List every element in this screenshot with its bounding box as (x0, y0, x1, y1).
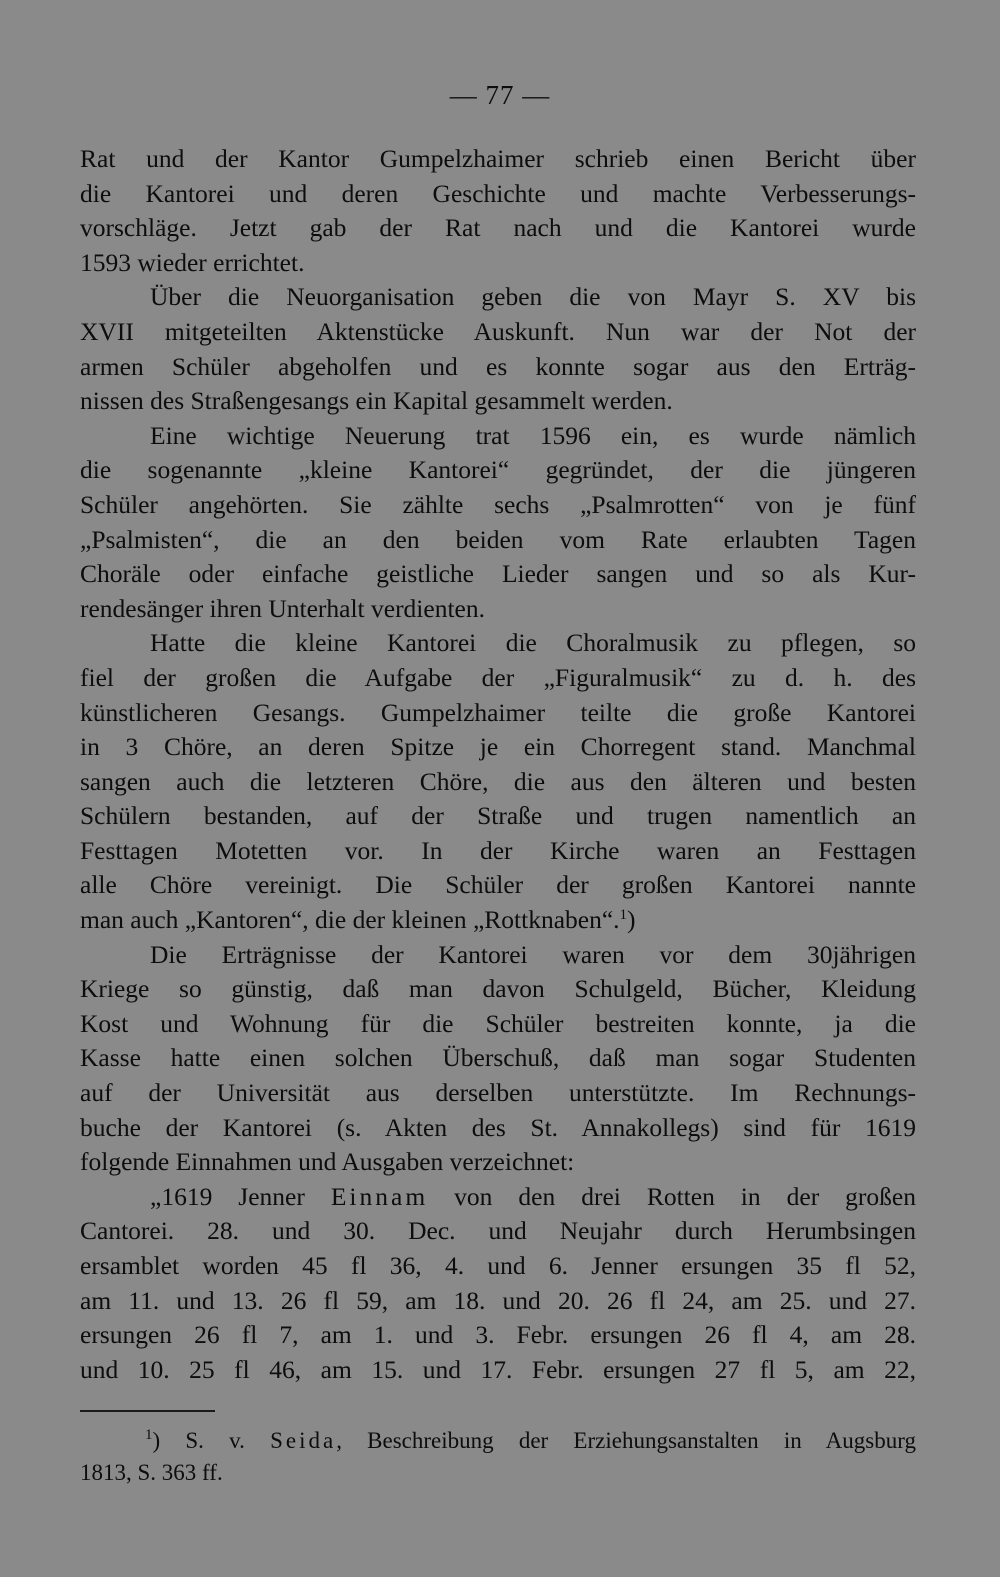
text-line: Choräle oder einfache geistliche Lieder sangen und so als Kur- (80, 559, 916, 589)
text-line: Schüler angehörten. Sie zählte sechs „Psalmrotten“ von je fünf (80, 489, 916, 519)
footnote-author: Seida (270, 1428, 337, 1453)
text-line: und 10. 25 fl 46, am 15. und 17. Febr. ersungen 27 fl 5, am 22, (80, 1354, 916, 1384)
footnote-reference: 1 (619, 907, 628, 924)
page-number: — 77 — (449, 80, 551, 110)
footnote-text: , Beschreibung der Erziehungsanstalten in Augsburg (336, 1428, 916, 1453)
text-line: am 11. und 13. 26 fl 59, am 18. und 20. 26 fl 24, am 25. und 27. (80, 1285, 916, 1315)
main-text (80, 142, 916, 1387)
text-line: rendesänger ihren Unterhalt verdienten. (80, 593, 485, 623)
text-line-content: man auch „Kantoren“, die der kleinen „Rottknaben“. (80, 905, 620, 935)
text-line: alle Chöre vereinigt. Die Schüler der großen Kantorei nannte (80, 870, 916, 900)
text-line-with-footnote-ref (80, 903, 916, 938)
text-line: 1593 wieder errichtet. (80, 247, 305, 277)
footnote-marker: 1 (145, 1427, 153, 1443)
text-line: die sogenannte „kleine Kantorei“ gegründet, der die jüngeren (80, 455, 916, 485)
text-line: die Kantorei und deren Geschichte und machte Verbesserungs- (80, 178, 916, 208)
text-line: nissen des Straßengesangs ein Kapital gesammelt werden. (80, 386, 673, 416)
footnote-marker-paren: ) (152, 1428, 161, 1453)
text-line: buche der Kantorei (s. Akten des St. Annakollegs) sind für 1619 (80, 1112, 916, 1142)
text-line: armen Schüler abgeholfen und es konnte sogar aus den Erträg- (80, 351, 916, 381)
text-line: XVII mitgeteilten Aktenstücke Auskunft. Nun war der Not der (80, 316, 916, 346)
spaced-word: Einnam (330, 1181, 429, 1211)
text-line: Festtagen Motetten vor. In der Kirche waren an Festtagen (80, 835, 916, 865)
footnote-line: 1813, S. 363 ff. (80, 1460, 223, 1485)
text-line: Schülern bestanden, auf der Straße und trugen namentlich an (80, 801, 916, 831)
text-line: Kasse hatte einen solchen Überschuß, daß man sogar Studenten (80, 1043, 916, 1073)
text-line: folgende Einnahmen und Ausgaben verzeichnet: (80, 1147, 575, 1177)
footnotes (80, 1425, 916, 1489)
text-line: in 3 Chöre, an deren Spitze je ein Chorregent stand. Manchmal (80, 732, 916, 762)
text-line: Kost und Wohnung für die Schüler bestreiten konnte, ja die (80, 1008, 916, 1038)
footnote-divider (80, 1410, 215, 1412)
text-line-quote-start (80, 1180, 916, 1215)
text-line: auf der Universität aus derselben unterstützte. Im Rechnungs- (80, 1078, 916, 1108)
text-line: Über die Neuorganisation geben die von Mayr S. XV bis (150, 282, 916, 312)
text-line: vorschläge. Jetzt gab der Rat nach und die Kantorei wurde (80, 213, 916, 243)
footnote-line (80, 1425, 916, 1457)
text-line: künstlicheren Gesangs. Gumpelzhaimer teilte die große Kantorei (80, 697, 916, 727)
text-line: Eine wichtige Neuerung trat 1596 ein, es wurde nämlich (150, 420, 916, 450)
text-line: ersamblet worden 45 fl 36, 4. und 6. Jenner ersungen 35 fl 52, (80, 1251, 916, 1280)
text-line: „Psalmisten“, die an den beiden vom Rate erlaubten Tagen (80, 524, 916, 554)
text-segment: von den drei Rotten in der großen (428, 1181, 916, 1211)
text-line: sangen auch die letzteren Chöre, die aus den älteren und besten (80, 766, 916, 796)
text-line: Rat und der Kantor Gumpelzhaimer schrieb einen Bericht über (80, 144, 916, 173)
text-line: fiel der großen die Aufgabe der „Figuralmusik“ zu d. h. des (80, 662, 916, 692)
text-line: ersungen 26 fl 7, am 1. und 3. Febr. ersungen 26 fl 4, am 28. (80, 1320, 916, 1350)
footnote-text: S. v. (160, 1428, 271, 1453)
text-line: Hatte die kleine Kantorei die Choralmusik zu pflegen, so (150, 628, 916, 658)
text-line: Cantorei. 28. und 30. Dec. und Neujahr durch Herumbsingen (80, 1216, 916, 1246)
footnote-reference-paren: ) (627, 905, 636, 935)
text-segment: „1619 Jenner (150, 1181, 331, 1211)
text-line: Kriege so günstig, daß man davon Schulgeld, Bücher, Kleidung (80, 974, 916, 1004)
text-line: Die Erträgnisse der Kantorei waren vor dem 30jährigen (150, 939, 916, 969)
